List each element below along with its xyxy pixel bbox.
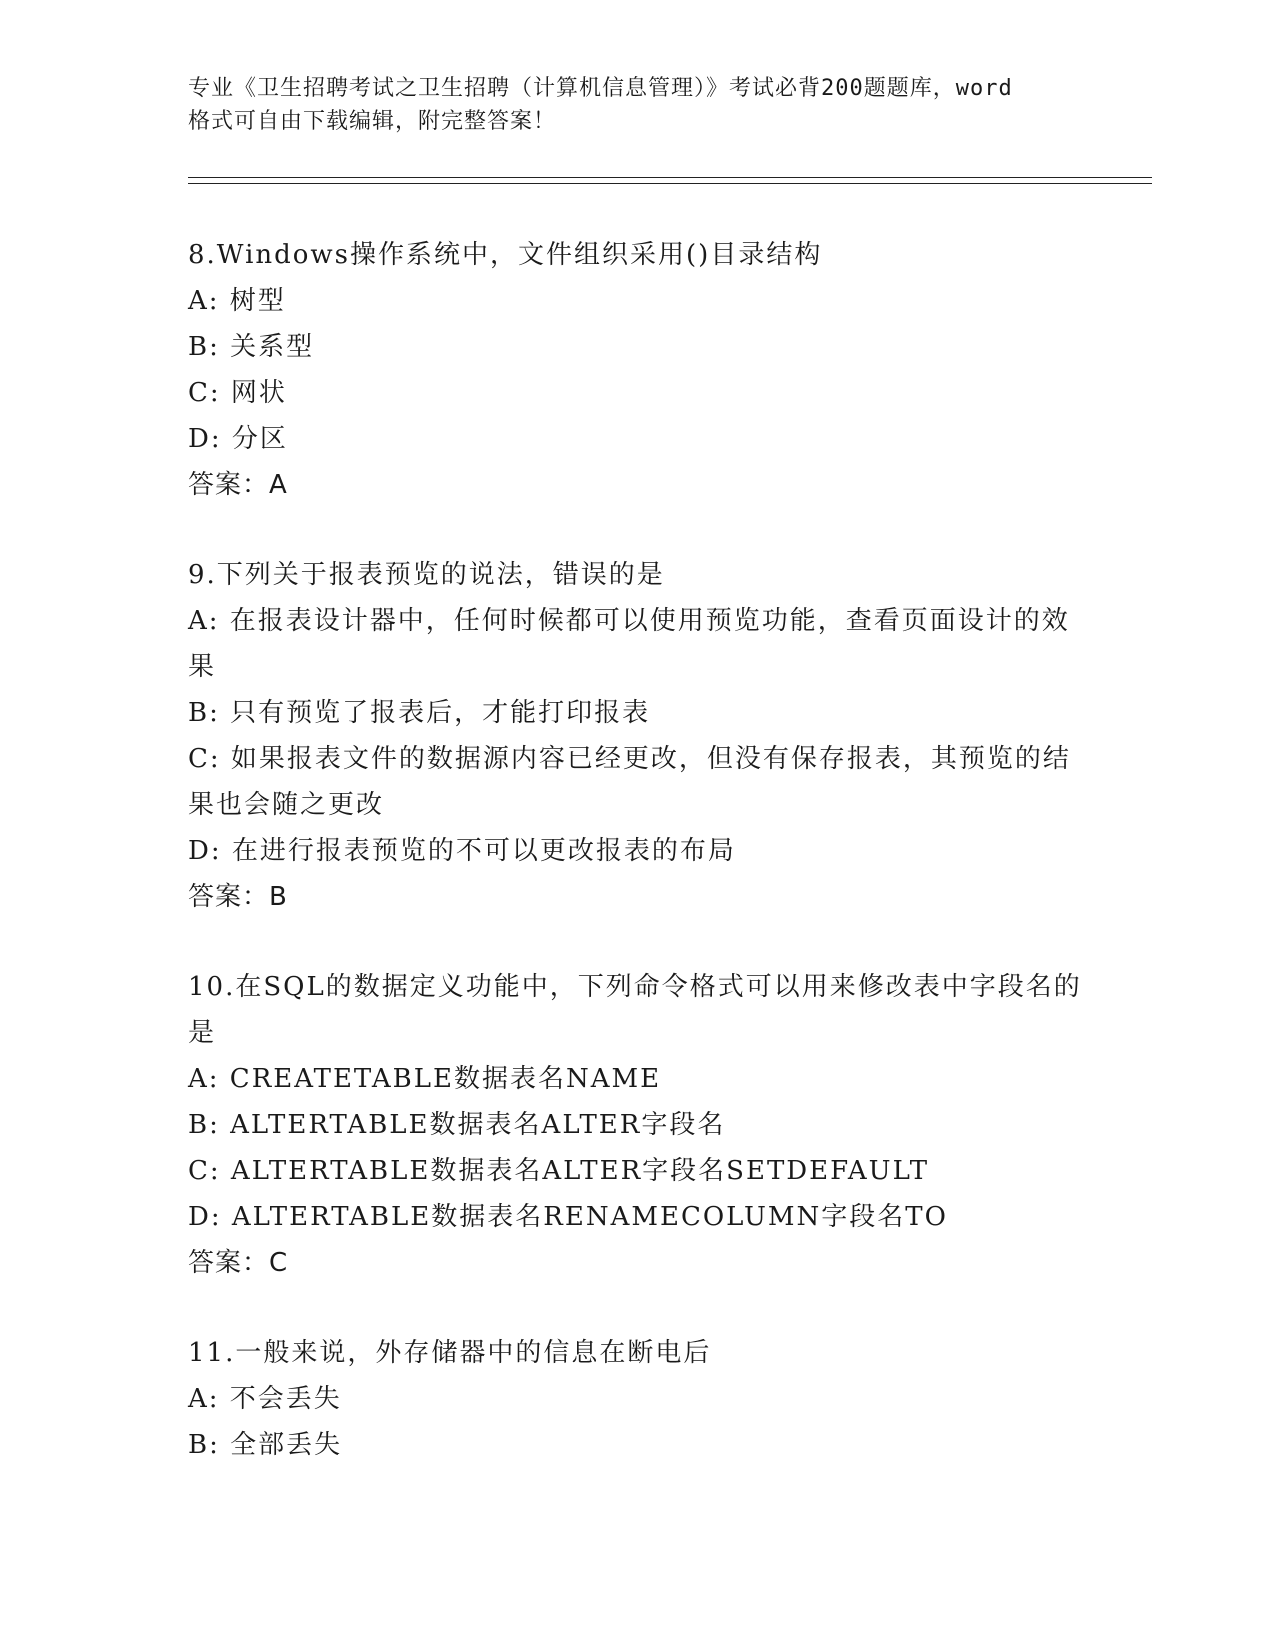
option-c: C: 网状 bbox=[188, 378, 287, 408]
question-stem: 9.下列关于报表预览的说法，错误的是 bbox=[188, 560, 665, 590]
header-divider-top bbox=[188, 177, 1152, 178]
option-c: C: ALTERTABLE数据表名ALTER字段名SETDEFAULT bbox=[188, 1156, 930, 1186]
option-d: D: ALTERTABLE数据表名RENAMECOLUMN字段名TO bbox=[188, 1202, 948, 1232]
option-b: B: 只有预览了报表后，才能打印报表 bbox=[188, 698, 651, 728]
option-b: B: ALTERTABLE数据表名ALTER字段名 bbox=[188, 1110, 726, 1140]
question-8 bbox=[188, 232, 1088, 508]
question-stem: 11.一般来说，外存储器中的信息在断电后 bbox=[188, 1338, 712, 1368]
option-a: A: 在报表设计器中，任何时候都可以使用预览功能，查看页面设计的效果 bbox=[188, 606, 1070, 682]
option-a: A: 树型 bbox=[188, 286, 286, 316]
answer-label: 答案：B bbox=[188, 882, 288, 912]
option-a: A: CREATETABLE数据表名NAME bbox=[188, 1064, 662, 1094]
option-a: A: 不会丢失 bbox=[188, 1384, 342, 1414]
question-stem: 10.在SQL的数据定义功能中，下列命令格式可以用来修改表中字段名的是 bbox=[188, 972, 1082, 1048]
answer-label: 答案：A bbox=[188, 470, 288, 500]
option-c: C: 如果报表文件的数据源内容已经更改，但没有保存报表，其预览的结果也会随之更改 bbox=[188, 744, 1071, 820]
question-10 bbox=[188, 964, 1088, 1286]
header-line-1: 专业《卫生招聘考试之卫生招聘（计算机信息管理）》考试必背200题题库，word bbox=[188, 76, 1013, 101]
option-b: B: 关系型 bbox=[188, 332, 315, 362]
question-list bbox=[188, 232, 1088, 1468]
question-stem: 8.Windows操作系统中，文件组织采用()目录结构 bbox=[188, 240, 823, 270]
header-line-2: 格式可自由下载编辑，附完整答案！ bbox=[188, 109, 557, 134]
question-9 bbox=[188, 552, 1088, 920]
option-d: D: 分区 bbox=[188, 424, 288, 454]
answer-label: 答案：C bbox=[188, 1248, 289, 1278]
option-b: B: 全部丢失 bbox=[188, 1430, 343, 1460]
document-header bbox=[188, 72, 1088, 138]
header-divider-bottom bbox=[188, 183, 1152, 184]
option-d: D: 在进行报表预览的不可以更改报表的布局 bbox=[188, 836, 736, 866]
question-11 bbox=[188, 1330, 1088, 1468]
